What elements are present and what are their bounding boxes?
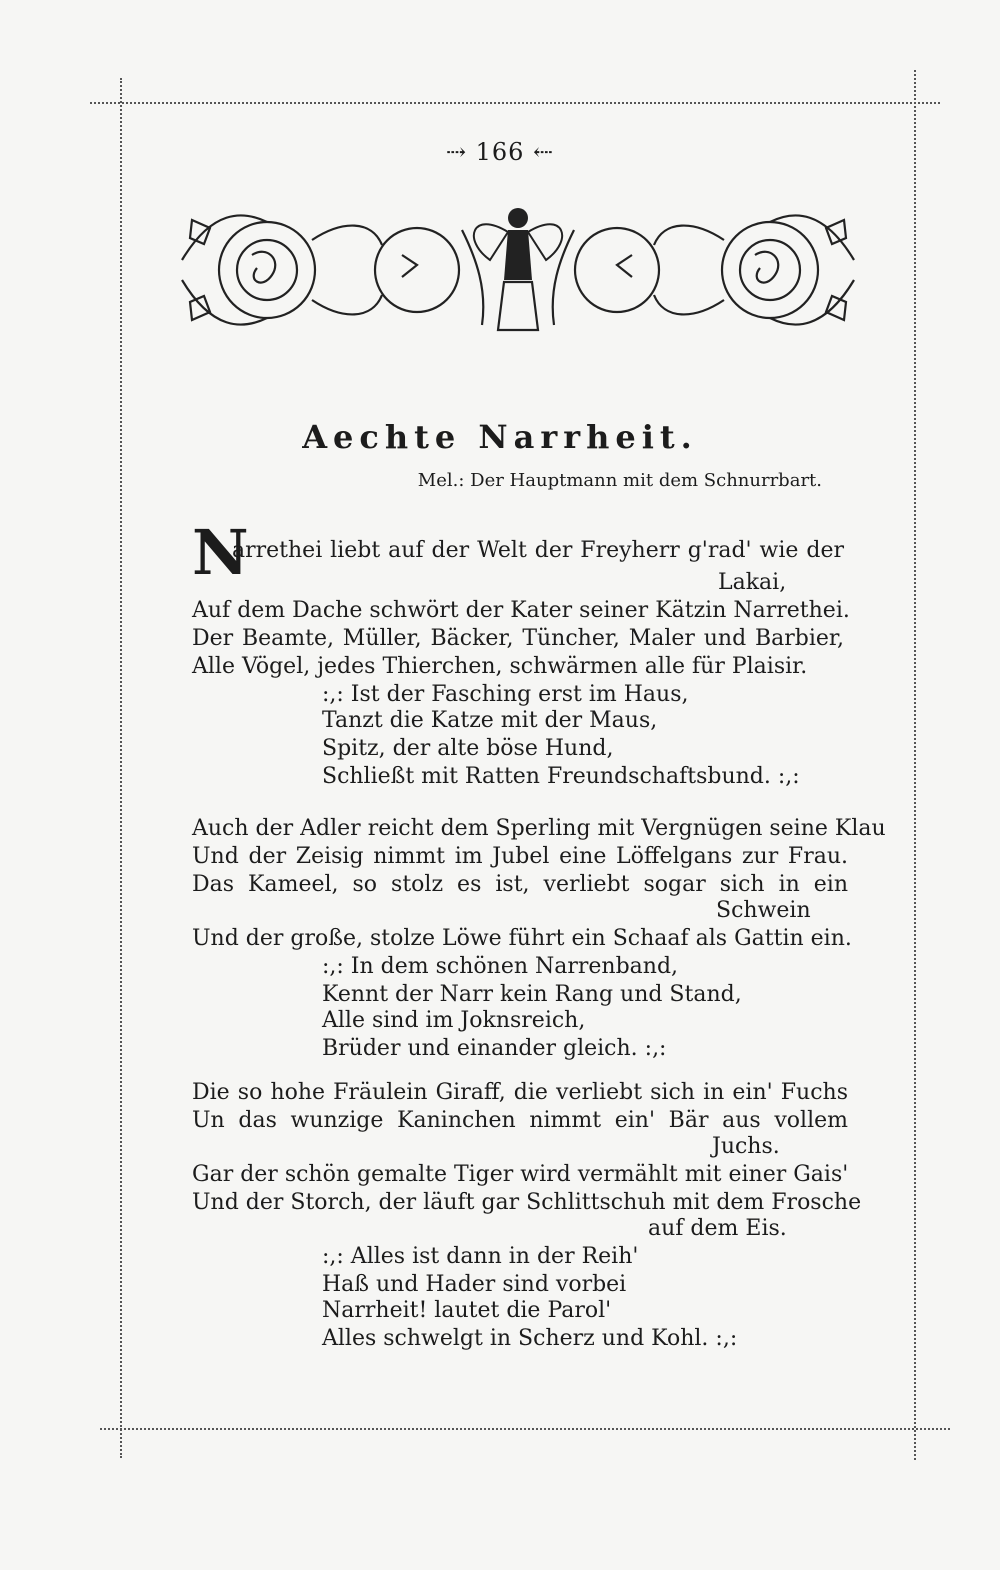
refrain-line: Schließt mit Ratten Freundschaftsbund. :,: [322, 764, 800, 789]
verse-line: Und der große, stolze Löwe führt ein Schaaf als Gattin ein. [192, 926, 852, 951]
refrain-line: :,: In dem schönen Narrenband, [322, 954, 679, 979]
refrain-line: Alle sind im Joknsreich, [322, 1008, 586, 1033]
verse-line: Und der Storch, der läuft gar Schlittschuh mit dem Frosche [192, 1190, 862, 1215]
refrain-line: Spitz, der alte böse Hund, [322, 736, 614, 761]
verse-line: Alle Vögel, jedes Thierchen, schwärmen alle für Plaisir. [192, 654, 808, 679]
song-title: Aechte Narrheit. [302, 418, 698, 456]
drop-cap: N [192, 516, 249, 589]
refrain-line: Kennt der Narr kein Rang und Stand, [322, 982, 742, 1007]
frame-right-rule [914, 70, 916, 1460]
verse-line: Un das wunzige Kaninchen nimmt ein' Bär aus vollem [192, 1108, 848, 1133]
verse-line: Auf dem Dache schwört der Kater seiner Kätzin Narrethei. [192, 598, 850, 623]
refrain-line: Haß und Hader sind vorbei [322, 1272, 627, 1297]
page-number-value: 166 [475, 138, 525, 166]
verse-line: Und der Zeisig nimmt im Jubel eine Löffelgans zur Frau. [192, 844, 848, 869]
refrain-line: Tanzt die Katze mit der Maus, [322, 708, 658, 733]
page-number-suffix: ⇠ [533, 138, 555, 166]
page-number [0, 138, 1000, 166]
frame-bottom-rule [100, 1428, 950, 1430]
verse-line: Schwein [716, 898, 811, 923]
page-number-prefix: ⇢ [445, 138, 467, 166]
verse-line: arrethei liebt auf der Welt der Freyherr g'rad' wie der [232, 538, 844, 563]
refrain-line: Alles schwelgt in Scherz und Kohl. :,: [322, 1326, 738, 1351]
verse-line: Juchs. [712, 1134, 780, 1159]
verse-line: Die so hohe Fräulein Giraff, die verliebt sich in ein' Fuchs [192, 1080, 848, 1105]
refrain-line: Narrheit! lautet die Parol' [322, 1298, 612, 1323]
verse-line: Der Beamte, Müller, Bäcker, Tüncher, Maler und Barbier, [192, 626, 844, 651]
refrain-line: :,: Ist der Fasching erst im Haus, [322, 682, 689, 707]
refrain-line: :,: Alles ist dann in der Reih' [322, 1244, 639, 1269]
verse-line: Gar der schön gemalte Tiger wird vermählt mit einer Gais' [192, 1162, 849, 1187]
verse-line: Auch der Adler reicht dem Sperling mit Vergnügen seine Klau [192, 816, 886, 841]
verse-line: Das Kameel, so stolz es ist, verliebt sogar sich in ein [192, 872, 848, 897]
melody-text: Mel.: Der Hauptmann mit dem Schnurrbart. [417, 470, 822, 491]
frame-top-rule [90, 102, 940, 104]
refrain-line: Brüder und einander gleich. :,: [322, 1036, 667, 1061]
verse-line: auf dem Eis. [648, 1216, 787, 1241]
ornamental-vignette [172, 200, 864, 340]
frame-left-rule [120, 78, 122, 1458]
verse-line: Lakai, [718, 570, 787, 595]
